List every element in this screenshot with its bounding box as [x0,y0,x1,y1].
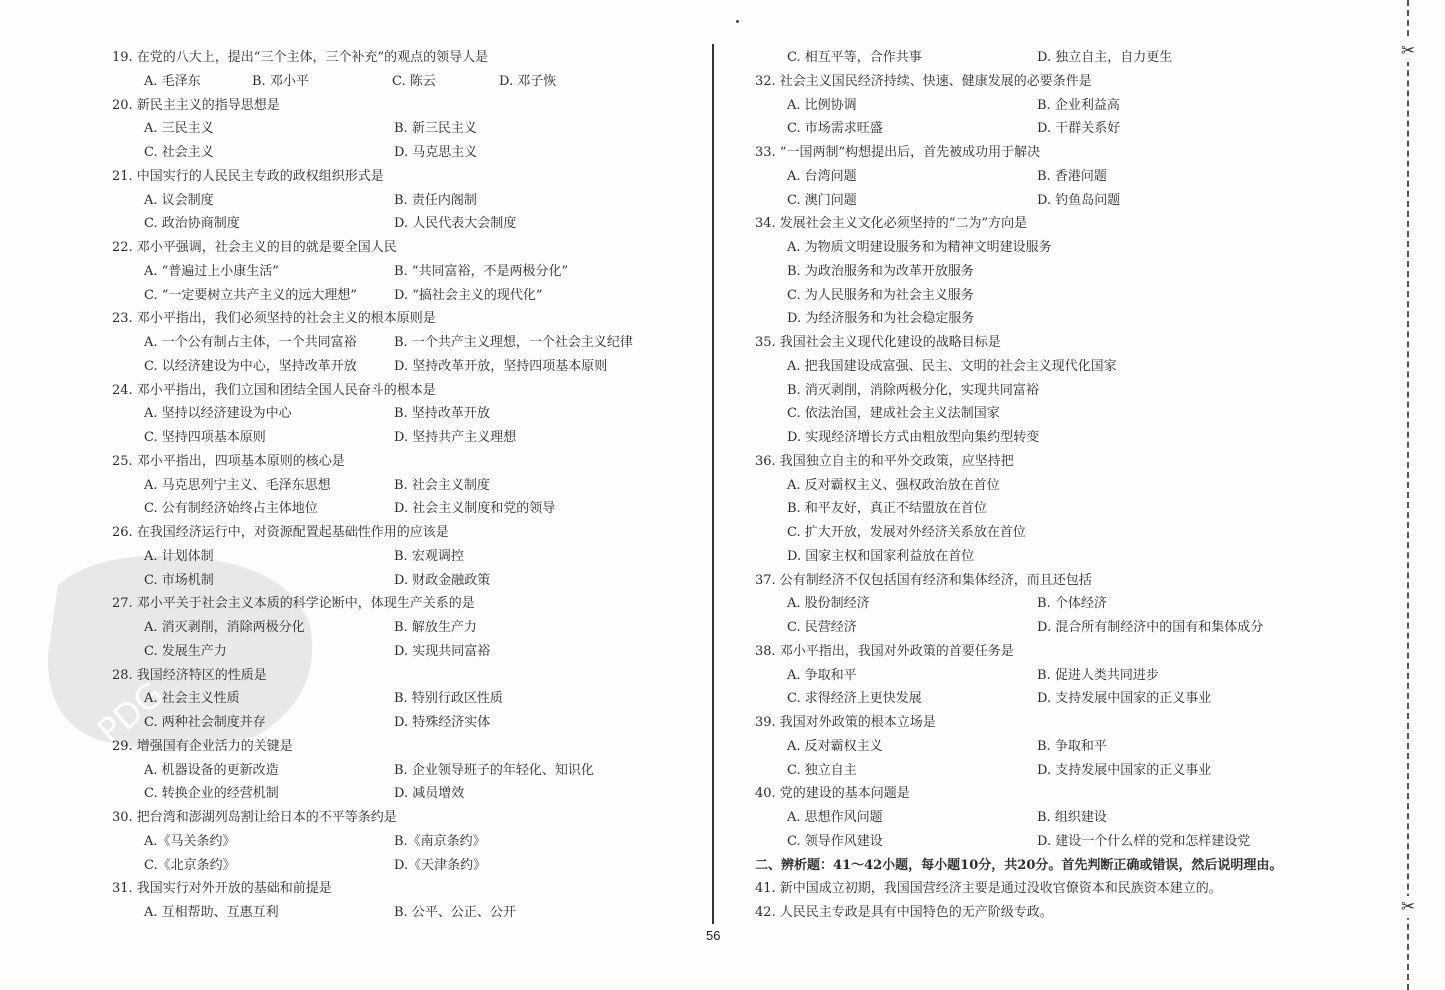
option-row [755,759,1315,783]
option-row [112,260,672,284]
watermark-text: PDG [90,674,172,752]
option-row [755,806,1315,830]
answer-option: A. 毛泽东 [144,73,201,89]
question-stem: 19. 在党的八大上，提出“三个主体，三个补充”的观点的领导人是 [112,50,489,65]
question-stem: 34. 发展社会主义文化必须坚持的“二为”方向是 [755,216,1028,232]
question-stem: 30. 把台湾和澎湖列岛割让给日本的不平等条约是 [112,810,397,825]
answer-option: A. 坚持以经济建设为中心 [144,406,292,422]
answer-option: D. 特殊经济实体 [394,715,491,730]
option-row [112,70,672,94]
answer-option: C.《北京条约》 [144,857,236,873]
option-row [112,497,672,521]
option-row [112,117,672,141]
option-row [755,830,1315,854]
option-row [112,545,672,569]
answer-option: A. 台湾问题 [787,168,857,184]
answer-option: B. 一个共产主义理想，一个社会主义纪律 [394,335,633,350]
question-stem: 23. 邓小平指出，我们必须坚持的社会主义的根本原则是 [112,311,436,327]
option-row [112,616,672,640]
answer-option: B. 企业利益高 [1037,97,1120,113]
answer-option: D. 支持发展中国家的正义事业 [1037,762,1212,778]
answer-option: B. 消灭剥削，消除两极分化，实现共同富裕 [787,382,1039,398]
answer-option: A. 计划体制 [144,548,214,564]
question-stem: 33. “一国两制”构想提出后，首先被成功用于解决 [755,145,1041,160]
answer-option: B. 公平、公正、公开 [394,905,516,920]
answer-option: D.《天津条约》 [394,857,487,873]
answer-option: A. 思想作风问题 [787,810,883,825]
answer-option: D. 国家主权和国家利益放在首位 [787,548,975,564]
answer-option: C. 以经济建设为中心，坚持改革开放 [144,358,357,374]
scissors-icon: ✂ [1400,41,1416,61]
answer-option: B. 特别行政区性质 [394,691,503,707]
answer-option: D. 减员增效 [394,786,465,802]
question-stem: 40. 党的建设的基本问题是 [755,786,910,802]
answer-option: B. 个体经济 [1037,596,1107,612]
question-stem: 27. 邓小平关于社会主义本质的科学论断中，体现生产关系的是 [112,596,475,612]
option-row [755,189,1315,213]
answer-option: D. 社会主义制度和党的领导 [394,501,556,517]
option-row [755,117,1315,141]
answer-option: B. 组织建设 [1037,810,1107,825]
right-column [755,46,1315,925]
answer-option: D. 实现共同富裕 [394,643,491,659]
answer-option: C. 转换企业的经营机制 [144,786,279,802]
answer-option: D. 坚持共产主义理想 [394,430,517,445]
answer-option: A. 马克思列宁主义、毛泽东思想 [144,477,331,493]
answer-option: B. 解放生产力 [394,620,477,635]
answer-option: C. 市场机制 [144,572,214,588]
scissors-icon: ✂ [1400,897,1416,917]
answer-option: A.《马关条约》 [144,833,236,849]
answer-option: D. 马克思主义 [394,145,478,160]
question-stem: 26. 在我国经济运行中，对资源配置起基础性作用的应该是 [112,525,449,540]
answer-option: A. “普遍过上小康生活” [144,263,279,279]
question-stem: 29. 增强国有企业活力的关键是 [112,738,293,754]
answer-option: B. 争取和平 [1037,738,1107,754]
option-row [112,782,672,806]
option-row [112,830,672,854]
answer-option: D. 独立自主，自力更生 [1037,50,1173,65]
answer-option: C. 公有制经济始终占主体地位 [144,501,318,517]
question-stem: 22. 邓小平强调，社会主义的目的就是要全国人民 [112,240,397,255]
question-stem: 41. 新中国成立初期，我国国营经济主要是通过没收官僚资本和民族资本建立的。 [755,881,1222,897]
answer-option: C. 领导作风建设 [787,833,883,849]
answer-option: C. 坚持四项基本原则 [144,430,266,445]
answer-option: B. 社会主义制度 [394,477,490,493]
answer-option: A. 反对霸权主义、强权政治放在首位 [787,477,1000,493]
option-row [755,165,1315,189]
option-row [112,474,672,498]
option-row [112,212,672,236]
answer-option: A. 机器设备的更新改造 [144,762,279,778]
answer-option: C. 两种社会制度并存 [144,715,266,730]
answer-option: A. 社会主义性质 [144,691,240,707]
answer-option: A. 争取和平 [787,667,857,683]
question-stem: 28. 我国经济特区的性质是 [112,667,267,683]
answer-option: A. 把我国建设成富强、民主、文明的社会主义现代化国家 [787,358,1117,374]
answer-option: D. 财政金融政策 [394,572,491,588]
answer-option: C. 独立自主 [787,762,857,778]
answer-option: C. 求得经济上更快发展 [787,691,922,707]
option-row [755,616,1315,640]
question-stem: 36. 我国独立自主的和平外交政策，应坚持把 [755,453,1014,469]
option-row [112,402,672,426]
answer-option: A. 股份制经济 [787,596,870,612]
question-stem: 21. 中国实行的人民民主专政的政权组织形式是 [112,168,384,184]
answer-option: B. “共同富裕，不是两极分化” [394,263,569,279]
answer-option: C. 社会主义 [144,145,214,160]
answer-option: C. “一定要树立共产主义的远大理想” [144,287,358,303]
option-row [112,426,672,450]
answer-option: B. 为政治服务和为改革开放服务 [787,263,974,279]
answer-option: B. 邓小平 [252,73,309,89]
answer-option: B. 促进人类共同进步 [1037,667,1159,683]
option-row [755,94,1315,118]
answer-option: C. 发展生产力 [144,643,227,659]
answer-option: C. 澳门问题 [787,192,857,208]
page-number: 56 [706,928,721,943]
answer-option: B. 责任内阁制 [394,192,477,208]
answer-option: B.《南京条约》 [394,833,486,849]
answer-option: D. 混合所有制经济中的国有和集体成分 [1037,620,1264,635]
column-divider [712,44,714,924]
question-stem: 38. 邓小平指出，我国对外政策的首要任务是 [755,643,1014,659]
question-stem: 20. 新民主主义的指导思想是 [112,97,280,113]
question-stem: 42. 人民民主专政是具有中国特色的无产阶级专政。 [755,905,1053,920]
option-row [755,592,1315,616]
answer-option: A. 三民主义 [144,121,214,137]
cut-line [1407,0,1409,990]
answer-option: C. 扩大开放，发展对外经济关系放在首位 [787,525,1026,540]
question-stem: 32. 社会主义国民经济持续、快速、健康发展的必要条件是 [755,73,1092,89]
answer-option: A. 互相帮助、互惠互利 [144,905,279,920]
answer-option: A. 消灭剥削，消除两极分化 [144,620,305,635]
option-row [112,284,672,308]
answer-option: D. 为经济服务和为社会稳定服务 [787,311,975,327]
answer-option: C. 相互平等，合作共事 [787,50,922,65]
section-heading: 二、辨析题：41～42小题，每小题10分，共20分。首先判断正确或错误，然后说明理由。 [755,857,1283,873]
answer-option: B. 新三民主义 [394,121,477,137]
option-row [112,141,672,165]
answer-option: A. 议会制度 [144,192,214,208]
option-row [112,569,672,593]
answer-option: D. 邓子恢 [499,73,557,89]
question-stem: 35. 我国社会主义现代化建设的战略目标是 [755,335,1001,350]
question-stem: 31. 我国实行对外开放的基础和前提是 [112,881,332,897]
question-stem: 24. 邓小平指出，我们立国和团结全国人民奋斗的根本是 [112,382,436,398]
option-row [755,687,1315,711]
question-stem: 37. 公有制经济不仅包括国有经济和集体经济，而且还包括 [755,572,1092,588]
answer-option: D. 人民代表大会制度 [394,216,517,232]
answer-option: C. 陈云 [392,73,436,89]
answer-option: D. 建设一个什么样的党和怎样建设党 [1037,833,1251,849]
left-column [112,46,672,925]
answer-option: C. 民营经济 [787,620,857,635]
option-row [112,189,672,213]
option-row [112,687,672,711]
answer-option: D. 钓鱼岛问题 [1037,192,1121,208]
option-row [112,355,672,379]
answer-option: B. 香港问题 [1037,168,1107,184]
answer-option: D. 支持发展中国家的正义事业 [1037,691,1212,707]
answer-option: C. 政治协商制度 [144,216,240,232]
answer-option: A. 为物质文明建设服务和为精神文明建设服务 [787,240,1052,255]
option-row [755,46,1315,70]
answer-option: D. 坚持改革开放，坚持四项基本原则 [394,358,608,374]
answer-option: D. “搞社会主义的现代化” [394,287,543,303]
answer-option: D. 实现经济增长方式由粗放型向集约型转变 [787,430,1040,445]
option-row [112,901,672,925]
answer-option: B. 宏观调控 [394,548,464,564]
question-stem: 39. 我国对外政策的根本立场是 [755,715,936,730]
option-row [112,711,672,735]
answer-option: A. 反对霸权主义 [787,738,883,754]
option-row [755,664,1315,688]
answer-option: C. 为人民服务和为社会主义服务 [787,287,974,303]
option-row [112,854,672,878]
option-row [755,735,1315,759]
answer-option: A. 比例协调 [787,97,857,113]
answer-option: A. 一个公有制占主体，一个共同富裕 [144,335,357,350]
answer-option: B. 坚持改革开放 [394,406,490,422]
print-speck [736,20,739,23]
answer-option: C. 市场需求旺盛 [787,121,883,137]
answer-option: D. 干群关系好 [1037,121,1121,137]
question-stem: 25. 邓小平指出，四项基本原则的核心是 [112,453,345,469]
option-row [112,759,672,783]
option-row [112,331,672,355]
answer-option: C. 依法治国，建成社会主义法制国家 [787,406,1000,422]
option-row [112,640,672,664]
answer-option: B. 和平友好，真正不结盟放在首位 [787,501,987,517]
answer-option: B. 企业领导班子的年轻化、知识化 [394,762,594,778]
